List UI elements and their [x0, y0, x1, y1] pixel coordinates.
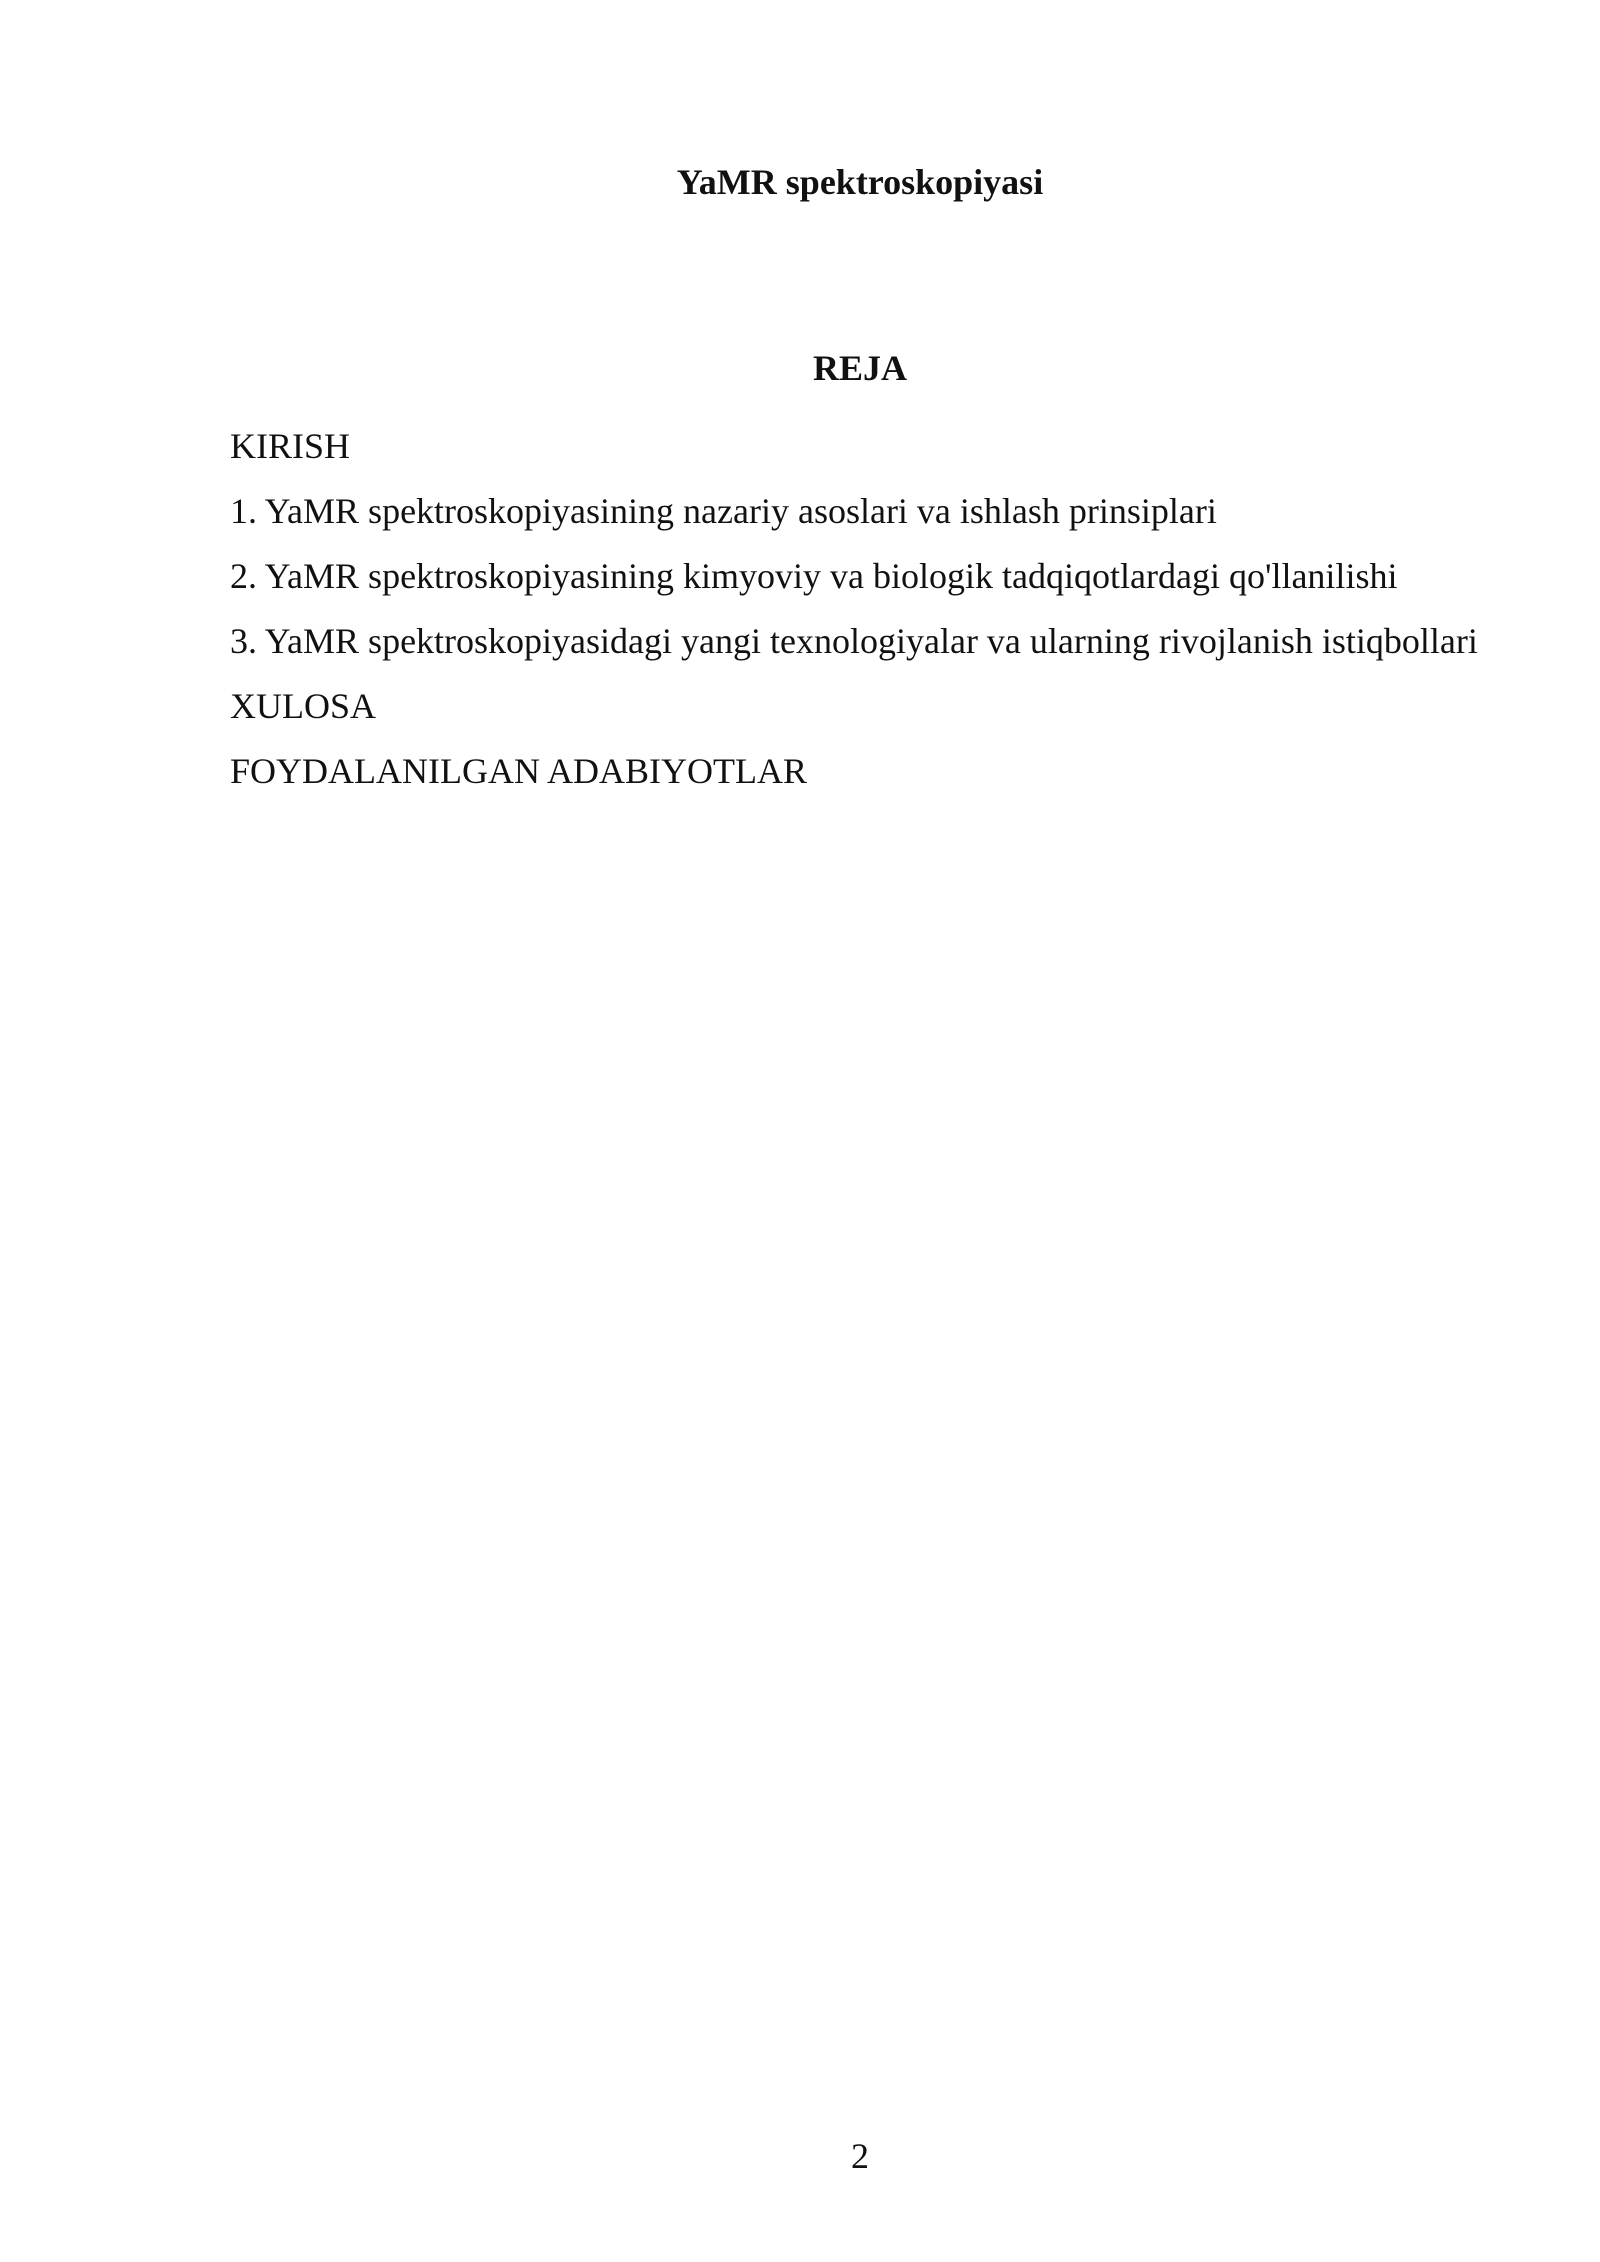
plan-list [230, 418, 1480, 808]
plan-item-introduction: KIRISH [230, 426, 351, 466]
page-number: 2 [851, 2136, 869, 2176]
document-title: YaMR spektroskopiyasi [676, 162, 1044, 202]
plan-item-3: 3. YaMR spektroskopiyasidagi yangi texnologiyalar va ularning rivojlanish istiqbollari [230, 621, 1478, 661]
plan-heading: REJA [812, 348, 907, 388]
plan-item-conclusion: XULOSA [230, 686, 377, 726]
plan-item-1: 1. YaMR spektroskopiyasining nazariy asoslari va ishlash prinsiplari [230, 491, 1217, 531]
plan-item-2: 2. YaMR spektroskopiyasining kimyoviy va biologik tadqiqotlardagi qo'llanilishi [230, 556, 1398, 596]
plan-item-references: FOYDALANILGAN ADABIYOTLAR [230, 751, 807, 791]
